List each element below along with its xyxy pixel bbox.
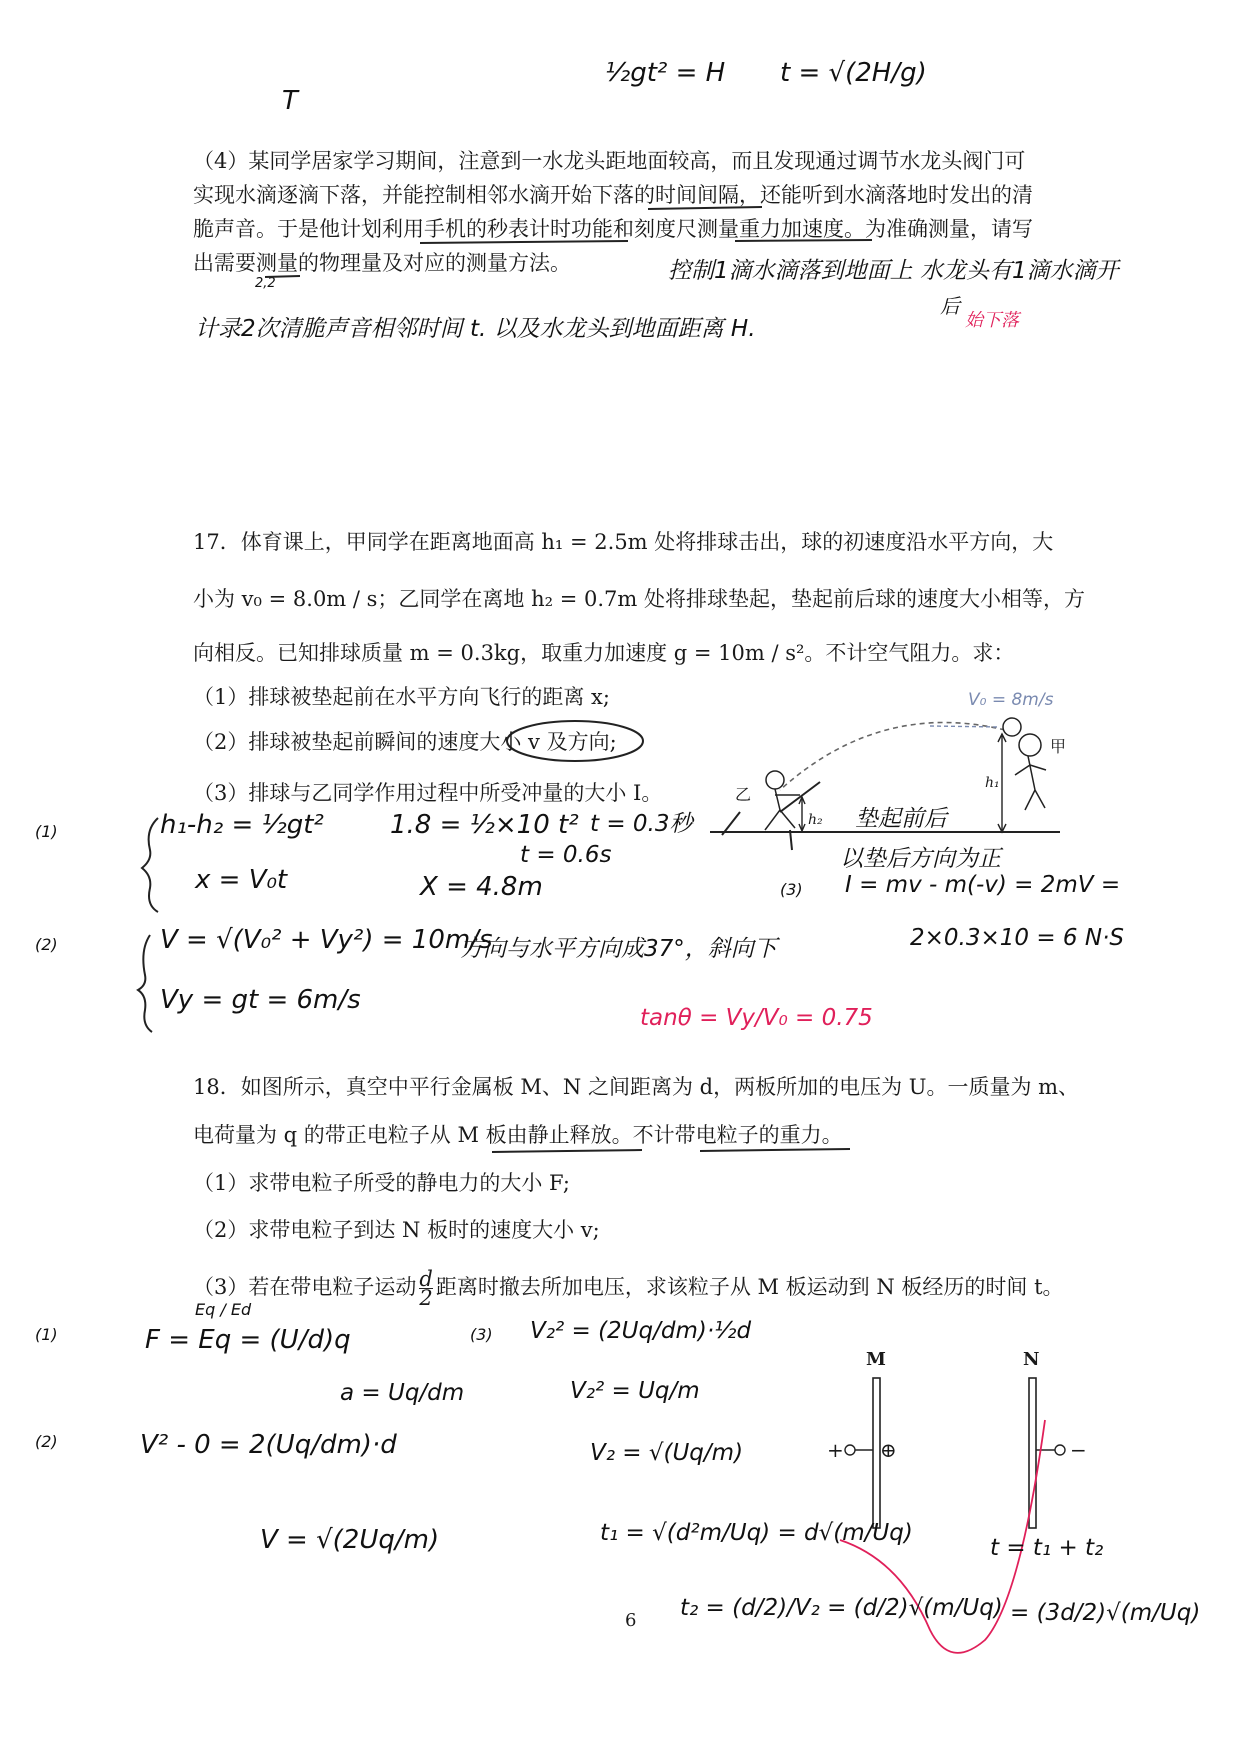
- q17-sub2: （2）排球被垫起前瞬间的速度大小 v 及方向;: [193, 730, 617, 754]
- hw-q17-a4: t = 0.6s: [520, 842, 612, 868]
- hw-q17-b2: Vy = gt = 6m/s: [160, 985, 361, 1015]
- hw-q17-num2: (2): [35, 935, 58, 954]
- hw-q18-a1: F = Eq = (U/d)q: [145, 1325, 351, 1355]
- hw-q17-b1: V = √(V₀² + Vy²) = 10m/s: [160, 925, 493, 955]
- page-number: 6: [625, 1610, 637, 1631]
- hw-q16-answer-a: 控制1滴水滴落到地面上 水龙头有1滴水滴开: [668, 258, 1119, 284]
- hw-q18-num2: (2): [35, 1432, 58, 1451]
- hw-time-eq: t = √(2H/g): [780, 58, 927, 88]
- q18-sub3-pre: （3）若在带电粒子运动: [193, 1275, 417, 1299]
- q18-line1: 18．如图所示，真空中平行金属板 M、N 之间距离为 d，两板所加的电压为 U。一质量为 m、: [193, 1075, 1080, 1099]
- hw-q17-c3: I = mv - m(-v) = 2mV =: [845, 872, 1121, 898]
- fig-v0-label: V₀ = 8m/s: [968, 690, 1054, 710]
- hw-q18-c4: t₁ = √(d²m/Uq) = d√(m/Uq): [600, 1520, 913, 1546]
- hw-q17-c1: 垫起前后: [855, 806, 947, 832]
- q16-4-line2: 实现水滴逐滴下落，并能控制相邻水滴开始下落的时间间隔，还能听到水滴落地时发出的清: [193, 183, 1033, 207]
- q16-4-line1: （4）某同学居家学习期间，注意到一水龙头距地面较高，而且发现通过调节水龙头阀门可: [193, 149, 1026, 173]
- hw-q16-answer-c: 后: [940, 294, 960, 318]
- hw-q18-num3: (3): [470, 1325, 493, 1344]
- hw-q18-b2: V = √(2Uq/m): [260, 1525, 440, 1555]
- fig-yi-label: 乙: [735, 785, 752, 804]
- hw-q18-a2: a = Uq/dm: [340, 1380, 465, 1406]
- hw-q16-answer-b: 计录2次清脆声音相邻时间 t. 以及水龙头到地面距离 H.: [195, 316, 756, 342]
- hw-q18-a1b: Eq / Ed: [195, 1300, 252, 1319]
- fig-plus-terminal: +: [827, 1438, 844, 1462]
- hw-q17-a6: X = 4.8m: [420, 872, 543, 902]
- hw-q17-a2: x = V₀t: [195, 865, 288, 895]
- hw-q17-num3: (3): [780, 880, 803, 899]
- q18-sub2: （2）求带电粒子到达 N 板时的速度大小 v;: [193, 1218, 600, 1242]
- hw-q18-c6: t = t₁ + t₂: [990, 1535, 1104, 1561]
- hw-q17-c2: 以垫后方向为正: [840, 846, 1001, 872]
- q16-4-line3: 脆声音。于是他计划利用手机的秒表计时功能和刻度尺测量重力加速度。为准确测量，请写: [193, 217, 1033, 241]
- hw-q18-c7: = (3d/2)√(m/Uq): [1010, 1600, 1201, 1626]
- hw-q17-b4-red: tanθ = Vy/V₀ = 0.75: [640, 1005, 873, 1031]
- hw-q18-c1: V₂² = (2Uq/dm)·½d: [530, 1318, 752, 1344]
- q16-4-line4: 出需要测量的物理量及对应的测量方法。: [193, 251, 571, 275]
- q18-sub3-post: 距离时撤去所加电压，求该粒子从 M 板运动到 N 板经历的时间 t。: [435, 1275, 1064, 1299]
- q18-sub1: （1）求带电粒子所受的静电力的大小 F;: [193, 1171, 570, 1195]
- fig-h1-label: h₁: [985, 775, 1000, 791]
- hw-q18-c5: t₂ = (d/2)/V₂ = (d/2)√(m/Uq): [680, 1595, 1003, 1621]
- q17-line1: 17．体育课上，甲同学在距离地面高 h₁ = 2.5m 处将排球击出，球的初速度沿水平方向，大: [193, 530, 1054, 554]
- q18-frac-den: 2: [419, 1286, 433, 1310]
- q17-sub1: （1）排球被垫起前在水平方向飞行的距离 x;: [193, 685, 610, 709]
- fig-positive-charge: ⊕: [880, 1438, 897, 1462]
- hw-q18-b1: V² - 0 = 2(Uq/dm)·d: [140, 1430, 397, 1460]
- q17-sub3: （3）排球与乙同学作用过程中所受冲量的大小 I。: [193, 781, 663, 805]
- fig-plate-n-label: N: [1023, 1349, 1040, 1370]
- hw-free-fall-eq: ½gt² = H: [605, 58, 726, 88]
- q18-line2: 电荷量为 q 的带正电粒子从 M 板由静止释放。不计带电粒子的重力。: [193, 1123, 843, 1147]
- hw-q18-c2: V₂² = Uq/m: [570, 1378, 700, 1404]
- fig-minus-terminal: −: [1070, 1438, 1087, 1462]
- q17-line3: 向相反。已知排球质量 m = 0.3kg，取重力加速度 g = 10m / s²。不计空气阻力。求：: [193, 641, 1015, 665]
- hw-q18-c3: V₂ = √(Uq/m): [590, 1440, 744, 1466]
- fig-h2-label: h₂: [808, 812, 823, 828]
- hw-q16-note-small: 2,2: [255, 276, 276, 291]
- hw-q17-a1: h₁-h₂ = ½gt²: [160, 810, 324, 840]
- hw-q16-red-note: 始下落: [965, 310, 1019, 331]
- hw-q17-a5: t = 0.3秒: [590, 811, 693, 837]
- hw-q17-a3: 1.8 = ½×10 t²: [390, 810, 579, 840]
- hw-q17-c4: 2×0.3×10 = 6 N·S: [910, 925, 1124, 951]
- hw-letter-t: T: [282, 86, 298, 116]
- hw-q17-b3: 方向与水平方向成37°，斜向下: [460, 936, 777, 962]
- fig-plate-m-label: M: [866, 1349, 886, 1370]
- q17-line2: 小为 v₀ = 8.0m / s；乙同学在离地 h₂ = 0.7m 处将排球垫起，垫起前后球的速度大小相等，方: [193, 587, 1085, 611]
- hw-q17-num1: (1): [35, 822, 58, 841]
- hw-q18-num1: (1): [35, 1325, 58, 1344]
- q18-frac-num: d: [419, 1267, 433, 1291]
- fig-jia-label: 甲: [1050, 737, 1067, 756]
